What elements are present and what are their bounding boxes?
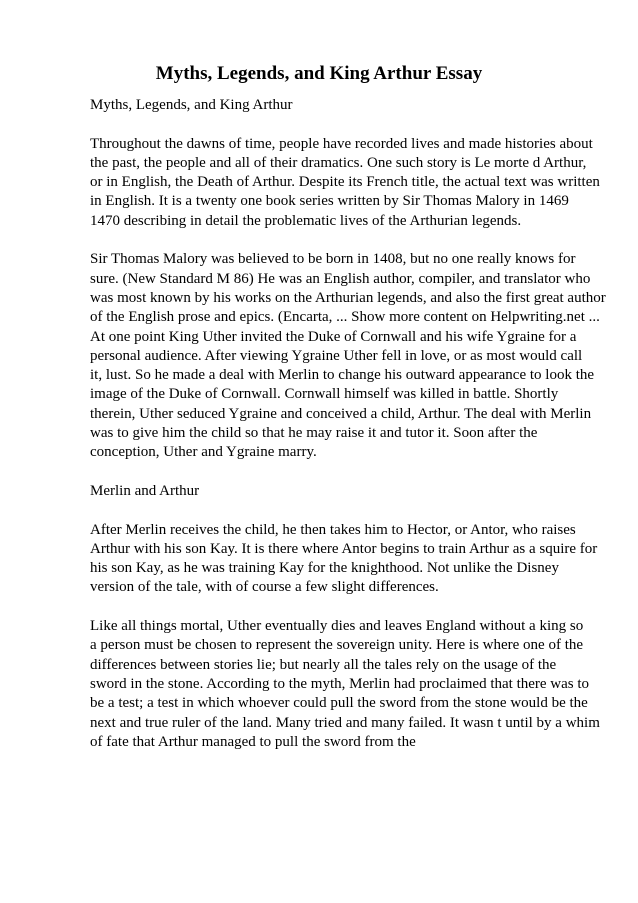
paragraph-line: therein, Uther seduced Ygraine and conceived a child, Arthur. The deal with Merlin	[90, 405, 592, 422]
paragraph	[90, 521, 600, 598]
paragraph-line: his son Kay, as he was training Kay for the knighthood. Not unlike the Disney	[90, 560, 559, 577]
paragraph-line: At one point King Uther invited the Duke of Cornwall and his wife Ygraine for a	[90, 328, 577, 345]
document-title: Myths, Legends, and King Arthur Essay	[155, 63, 483, 84]
paragraph	[90, 135, 600, 231]
paragraph-line: After Merlin receives the child, he then takes him to Hector, or Antor, who raises	[90, 521, 576, 538]
paragraph-line: be a test; a test in which whoever could pull the sword from the stone would be the	[90, 695, 588, 712]
paragraph	[90, 482, 600, 501]
paragraph-line: 1470 describing in detail the problematic lives of the Arthurian legends.	[90, 212, 522, 229]
paragraph-line: the past, the people and all of their dramatics. One such story is Le morte d Arthur,	[90, 154, 587, 171]
paragraph-line: sure. (New Standard M 86) He was an English author, compiler, and translator who	[90, 270, 591, 287]
paragraph-line: image of the Duke of Cornwall. Cornwall himself was killed in battle. Shortly	[90, 386, 559, 403]
paragraph-line: version of the tale, with of course a few slight differences.	[90, 579, 439, 596]
paragraph-line: or in English, the Death of Arthur. Despite its French title, the actual text was written	[90, 174, 600, 191]
paragraph-line: Merlin and Arthur	[90, 482, 200, 499]
paragraph-line: Throughout the dawns of time, people have recorded lives and made histories about	[90, 135, 593, 152]
paragraph-line: of the English prose and epics. (Encarta, ... Show more content on Helpwriting.net ...	[90, 309, 600, 326]
paragraph-line: differences between stories lie; but nearly all the tales rely on the usage of the	[90, 656, 557, 673]
paragraph-line: Sir Thomas Malory was believed to be born in 1408, but no one really knows for	[90, 251, 576, 268]
paragraph-line: was most known by his works on the Arthurian legends, and also the first great author	[90, 289, 606, 306]
document-subtitle: Myths, Legends, and King Arthur	[90, 97, 293, 113]
paragraph-line: personal audience. After viewing Ygraine Uther fell in love, or as most would call	[90, 347, 583, 364]
paragraph-line: was to give him the child so that he may raise it and tutor it. Soon after the	[90, 425, 538, 442]
paragraph-line: of fate that Arthur managed to pull the sword from the	[90, 733, 416, 750]
paragraph-line: it, lust. So he made a deal with Merlin to change his outward appearance to look the	[90, 367, 595, 384]
paragraph	[90, 617, 600, 752]
paragraph-line: in English. It is a twenty one book series written by Sir Thomas Malory in 1469	[90, 193, 569, 210]
paragraph-line: a person must be chosen to represent the sovereign unity. Here is where one of the	[90, 637, 584, 654]
paragraph	[90, 250, 606, 462]
paragraph-line: Arthur with his son Kay. It is there where Antor begins to train Arthur as a squire for	[90, 540, 598, 557]
paragraph-line: conception, Uther and Ygraine marry.	[90, 444, 317, 461]
paragraph-line: Like all things mortal, Uther eventually dies and leaves England without a king so	[90, 618, 584, 635]
document-body	[90, 96, 606, 752]
paragraph-line: sword in the stone. According to the myth, Merlin had proclaimed that there was to	[90, 675, 590, 692]
paragraph-list	[90, 135, 606, 753]
paragraph-line: next and true ruler of the land. Many tried and many failed. It wasn t until by a whim	[90, 714, 600, 731]
